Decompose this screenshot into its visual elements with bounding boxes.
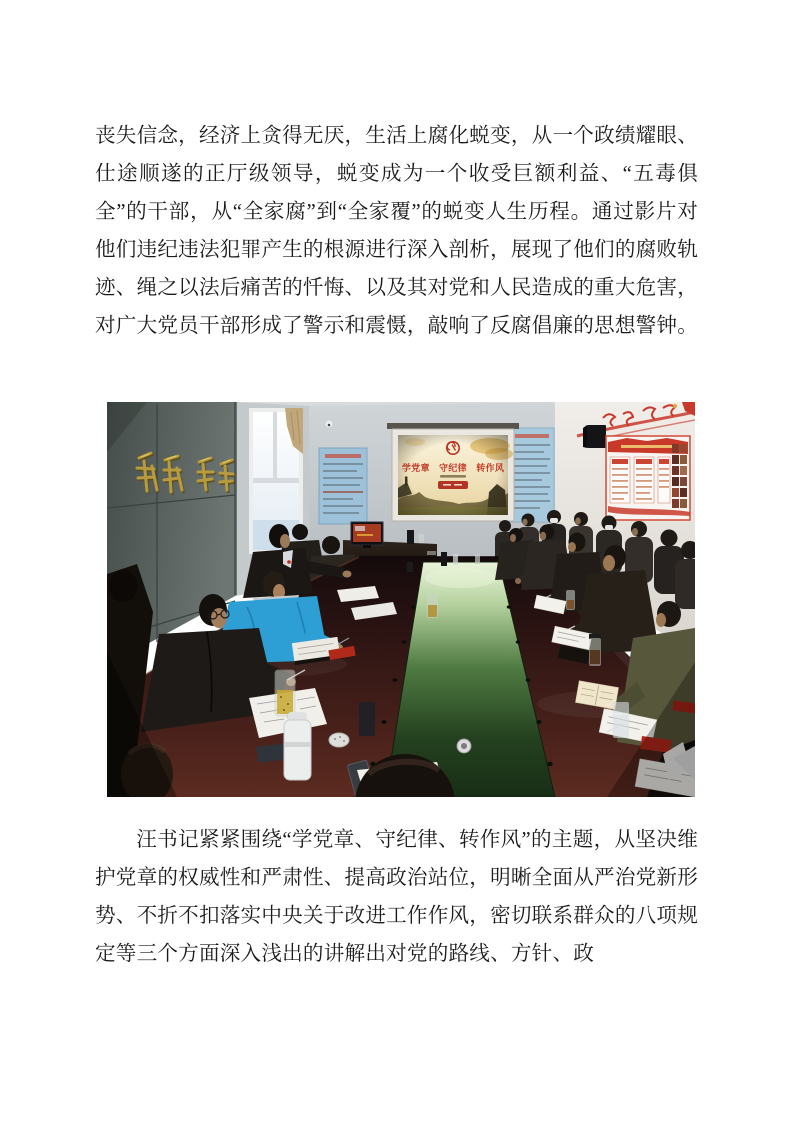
blue-board-right	[510, 428, 554, 522]
blue-board-left	[319, 448, 367, 524]
meeting-photo-scene	[107, 402, 695, 797]
speaker-box	[583, 425, 606, 448]
slide	[398, 435, 513, 515]
security-camera-icon	[326, 421, 333, 428]
red-banner-board	[606, 436, 690, 520]
meeting-photo	[107, 402, 695, 797]
projection-screen	[387, 423, 519, 521]
paragraph-2: 汪书记紧紧围绕“学党章、守纪律、转作风”的主题，从坚决维护党章的权威性和严肃性、提高政治站位，明晰全面从严治党新形势、不折不扣落实中央关于改进工作作风，密切联系群众的八项规定等三个方面深入浅出的讲解出对党的路线、方针、政	[95, 829, 699, 965]
paragraph-1: 丧失信念，经济上贪得无厌，生活上腐化蜕变，从一个政绩耀眼、仕途顺遂的正厅级领导，蜕变成为一个收受巨额利益、“五毒俱全”的干部，从“全家腐”到“全家覆”的蜕变人生历程。通过影片对他们违纪违法犯罪产生的根源进行深入剖析，展现了他们的腐败轨迹、绳之以法后痛苦的忏悔、以及其对党和人民造成的重大危害，对广大党员干部形成了警示和震慑，敲响了反腐倡廉的思想警钟。	[95, 125, 699, 337]
